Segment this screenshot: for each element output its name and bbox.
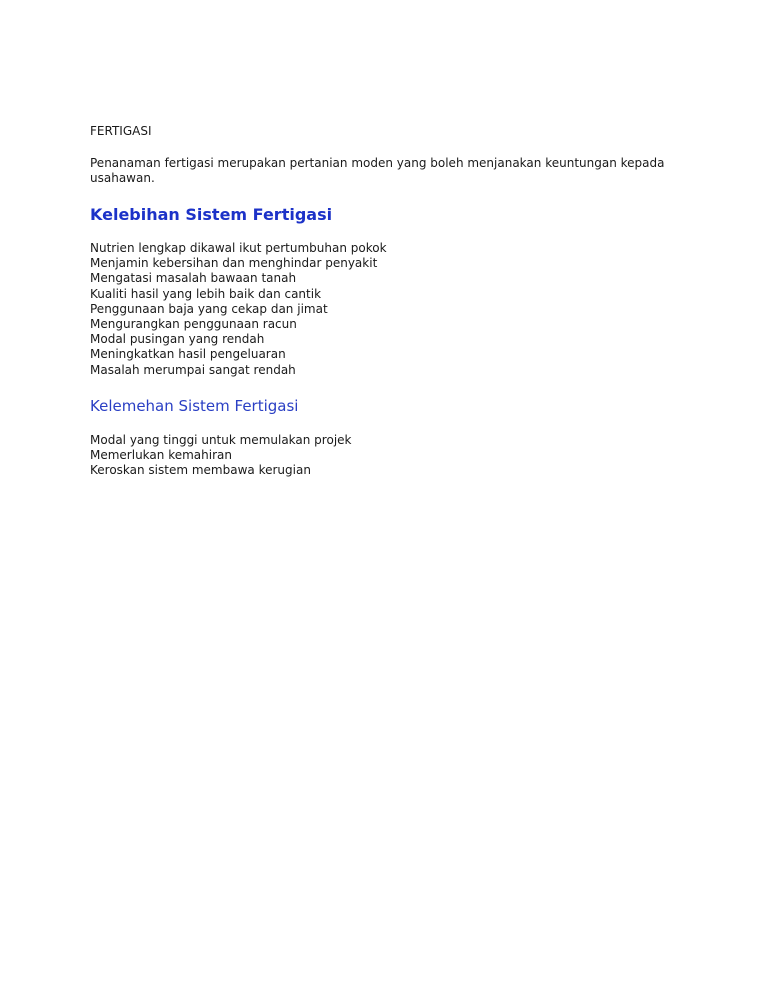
list-item: Mengurangkan penggunaan racun — [90, 317, 297, 332]
list-item: Modal pusingan yang rendah — [90, 332, 265, 347]
list-item: Kualiti hasil yang lebih baik dan cantik — [90, 286, 322, 301]
intro-paragraph: Penanaman fertigasi merupakan pertanian moden yang boleh menjanakan keuntungan kepada usahawan. — [90, 156, 665, 185]
list-item: Penggunaan baja yang cekap dan jimat — [90, 301, 328, 316]
list-item: Menjamin kebersihan dan menghindar penyakit — [90, 256, 378, 271]
disadvantages-heading: Kelemehan Sistem Fertigasi — [90, 397, 299, 415]
list-item: Masalah merumpai sangat rendah — [90, 362, 296, 377]
advantages-heading: Kelebihan Sistem Fertigasi — [90, 205, 333, 224]
list-item: Mengatasi masalah bawaan tanah — [90, 271, 297, 286]
list-item: Memerlukan kemahiran — [90, 448, 232, 463]
list-item: Meningkatkan hasil pengeluaran — [90, 347, 286, 362]
disadvantages-list — [90, 433, 351, 479]
list-item: Keroskan sistem membawa kerugian — [90, 463, 311, 478]
list-item: Nutrien lengkap dikawal ikut pertumbuhan pokok — [90, 241, 387, 255]
list-item: Modal yang tinggi untuk memulakan projek — [90, 433, 352, 447]
document-title: FERTIGASI — [90, 124, 152, 138]
advantages-list — [90, 241, 387, 378]
